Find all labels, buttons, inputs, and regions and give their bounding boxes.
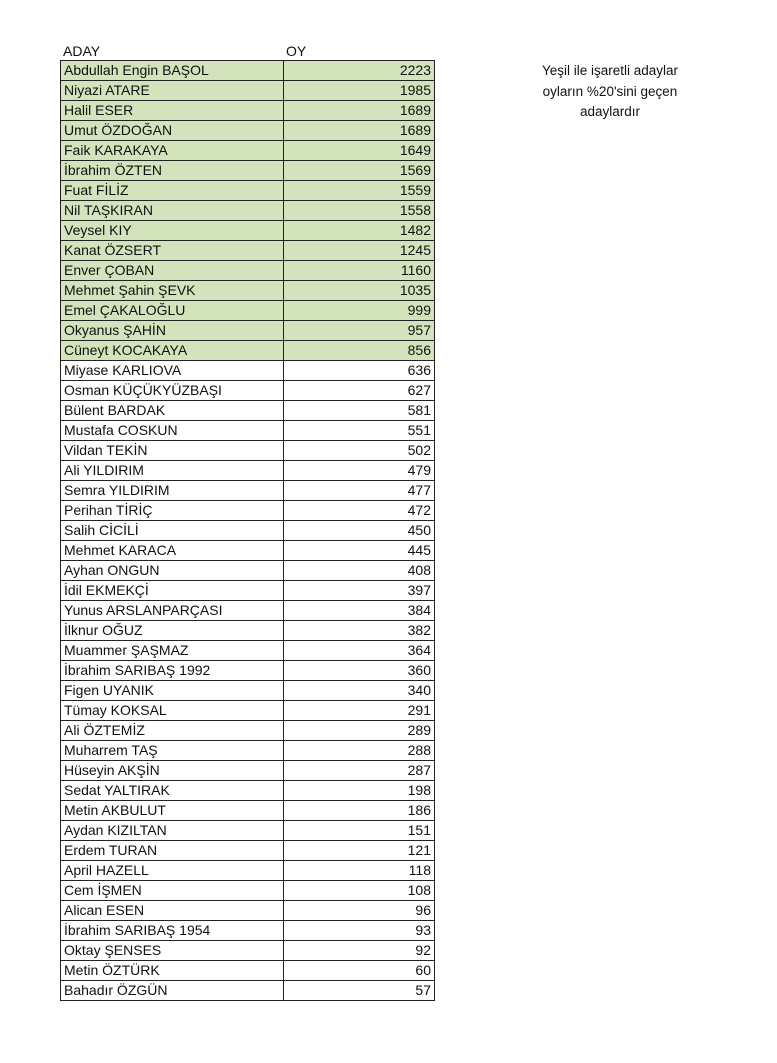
table-row xyxy=(61,301,435,321)
table-row xyxy=(61,281,435,301)
vote-count-cell: 445 xyxy=(284,541,435,561)
table-row xyxy=(61,121,435,141)
table-row xyxy=(61,561,435,581)
candidate-name-cell: Niyazi ATARE xyxy=(61,81,284,101)
table-row xyxy=(61,761,435,781)
vote-count-cell: 340 xyxy=(284,681,435,701)
candidate-name-cell: Mehmet KARACA xyxy=(61,541,284,561)
candidate-name-cell: İdil EKMEKÇİ xyxy=(61,581,284,601)
candidate-name-cell: Emel ÇAKALOĞLU xyxy=(61,301,284,321)
table-row xyxy=(61,741,435,761)
candidate-name-cell: Mehmet Şahin ŞEVK xyxy=(61,281,284,301)
candidate-name-cell: Hüseyin AKŞİN xyxy=(61,761,284,781)
vote-count-cell: 1558 xyxy=(284,201,435,221)
candidate-name-cell: Sedat YALTIRAK xyxy=(61,781,284,801)
table-row xyxy=(61,421,435,441)
column-header-candidate: ADAY xyxy=(63,43,101,59)
table-row xyxy=(61,481,435,501)
results-table xyxy=(60,60,435,1001)
candidate-name-cell: Yunus ARSLANPARÇASI xyxy=(61,601,284,621)
vote-count-cell: 479 xyxy=(284,461,435,481)
table-row xyxy=(61,781,435,801)
vote-count-cell: 502 xyxy=(284,441,435,461)
vote-count-cell: 121 xyxy=(284,841,435,861)
candidate-name-cell: Faik KARAKAYA xyxy=(61,141,284,161)
table-row xyxy=(61,141,435,161)
candidate-name-cell: Perihan TİRİÇ xyxy=(61,501,284,521)
table-row xyxy=(61,241,435,261)
vote-count-cell: 92 xyxy=(284,941,435,961)
candidate-name-cell: Bülent BARDAK xyxy=(61,401,284,421)
vote-count-cell: 384 xyxy=(284,601,435,621)
candidate-name-cell: İbrahim SARIBAŞ 1992 xyxy=(61,661,284,681)
vote-count-cell: 472 xyxy=(284,501,435,521)
table-row xyxy=(61,221,435,241)
table-row xyxy=(61,721,435,741)
table-row xyxy=(61,641,435,661)
vote-count-cell: 1160 xyxy=(284,261,435,281)
vote-count-cell: 151 xyxy=(284,821,435,841)
vote-count-cell: 1985 xyxy=(284,81,435,101)
candidate-name-cell: İbrahim ÖZTEN xyxy=(61,161,284,181)
table-row xyxy=(61,961,435,981)
vote-count-cell: 2223 xyxy=(284,61,435,81)
candidate-name-cell: Bahadır ÖZGÜN xyxy=(61,981,284,1001)
candidate-name-cell: Nil TAŞKIRAN xyxy=(61,201,284,221)
candidate-name-cell: Osman KÜÇÜKYÜZBAŞI xyxy=(61,381,284,401)
vote-count-cell: 551 xyxy=(284,421,435,441)
candidate-name-cell: Erdem TURAN xyxy=(61,841,284,861)
table-row xyxy=(61,981,435,1001)
table-row xyxy=(61,621,435,641)
table-row xyxy=(61,81,435,101)
vote-count-cell: 364 xyxy=(284,641,435,661)
results-sheet xyxy=(60,40,434,1001)
table-row xyxy=(61,101,435,121)
column-header-row xyxy=(60,40,434,60)
legend-note-line-1: Yeşil ile işaretli adaylar xyxy=(541,63,679,78)
table-row xyxy=(61,841,435,861)
table-row xyxy=(61,181,435,201)
vote-count-cell: 57 xyxy=(284,981,435,1001)
legend-note-line-3: adaylardır xyxy=(579,104,641,119)
vote-count-cell: 477 xyxy=(284,481,435,501)
table-row xyxy=(61,201,435,221)
candidate-name-cell: İlknur OĞUZ xyxy=(61,621,284,641)
candidate-name-cell: Cem İŞMEN xyxy=(61,881,284,901)
vote-count-cell: 96 xyxy=(284,901,435,921)
candidate-name-cell: Kanat ÖZSERT xyxy=(61,241,284,261)
candidate-name-cell: Metin AKBULUT xyxy=(61,801,284,821)
vote-count-cell: 291 xyxy=(284,701,435,721)
table-row xyxy=(61,861,435,881)
table-row xyxy=(61,361,435,381)
vote-count-cell: 1689 xyxy=(284,121,435,141)
table-row xyxy=(61,661,435,681)
candidate-name-cell: Mustafa COSKUN xyxy=(61,421,284,441)
vote-count-cell: 108 xyxy=(284,881,435,901)
vote-count-cell: 186 xyxy=(284,801,435,821)
vote-count-cell: 627 xyxy=(284,381,435,401)
vote-count-cell: 288 xyxy=(284,741,435,761)
table-row xyxy=(61,61,435,81)
vote-count-cell: 397 xyxy=(284,581,435,601)
candidate-name-cell: Cüneyt KOCAKAYA xyxy=(61,341,284,361)
candidate-name-cell: April HAZELL xyxy=(61,861,284,881)
table-row xyxy=(61,441,435,461)
table-row xyxy=(61,701,435,721)
candidate-name-cell: Alican ESEN xyxy=(61,901,284,921)
table-row xyxy=(61,521,435,541)
candidate-name-cell: Metin ÖZTÜRK xyxy=(61,961,284,981)
candidate-name-cell: Halil ESER xyxy=(61,101,284,121)
column-header-votes: OY xyxy=(286,43,307,59)
vote-count-cell: 1559 xyxy=(284,181,435,201)
candidate-name-cell: Ayhan ONGUN xyxy=(61,561,284,581)
candidate-name-cell: Tümay KOKSAL xyxy=(61,701,284,721)
vote-count-cell: 581 xyxy=(284,401,435,421)
candidate-name-cell: Aydan KIZILTAN xyxy=(61,821,284,841)
vote-count-cell: 856 xyxy=(284,341,435,361)
candidate-name-cell: Fuat FİLİZ xyxy=(61,181,284,201)
vote-count-cell: 999 xyxy=(284,301,435,321)
table-row xyxy=(61,541,435,561)
table-row xyxy=(61,341,435,361)
vote-count-cell: 287 xyxy=(284,761,435,781)
vote-count-cell: 118 xyxy=(284,861,435,881)
vote-count-cell: 1035 xyxy=(284,281,435,301)
candidate-name-cell: Okyanus ŞAHİN xyxy=(61,321,284,341)
vote-count-cell: 1569 xyxy=(284,161,435,181)
table-row xyxy=(61,821,435,841)
candidate-name-cell: Ali ÖZTEMİZ xyxy=(61,721,284,741)
table-row xyxy=(61,941,435,961)
vote-count-cell: 1649 xyxy=(284,141,435,161)
candidate-name-cell: İbrahim SARIBAŞ 1954 xyxy=(61,921,284,941)
legend-note xyxy=(515,61,705,123)
vote-count-cell: 636 xyxy=(284,361,435,381)
vote-count-cell: 957 xyxy=(284,321,435,341)
candidate-name-cell: Oktay ŞENSES xyxy=(61,941,284,961)
vote-count-cell: 382 xyxy=(284,621,435,641)
table-row xyxy=(61,601,435,621)
candidate-name-cell: Abdullah Engin BAŞOL xyxy=(61,61,284,81)
candidate-name-cell: Miyase KARLIOVA xyxy=(61,361,284,381)
candidate-name-cell: Muharrem TAŞ xyxy=(61,741,284,761)
table-row xyxy=(61,921,435,941)
vote-count-cell: 289 xyxy=(284,721,435,741)
table-row xyxy=(61,381,435,401)
candidate-name-cell: Salih CİCİLİ xyxy=(61,521,284,541)
vote-count-cell: 1482 xyxy=(284,221,435,241)
table-row xyxy=(61,801,435,821)
table-row xyxy=(61,581,435,601)
table-row xyxy=(61,261,435,281)
table-row xyxy=(61,461,435,481)
candidate-name-cell: Vildan TEKİN xyxy=(61,441,284,461)
vote-count-cell: 408 xyxy=(284,561,435,581)
legend-note-line-2: oyların %20'sini geçen xyxy=(542,83,678,99)
table-row xyxy=(61,901,435,921)
vote-count-cell: 60 xyxy=(284,961,435,981)
candidate-name-cell: Semra YILDIRIM xyxy=(61,481,284,501)
table-row xyxy=(61,501,435,521)
table-row xyxy=(61,881,435,901)
candidate-name-cell: Figen UYANIK xyxy=(61,681,284,701)
candidate-name-cell: Enver ÇOBAN xyxy=(61,261,284,281)
table-row xyxy=(61,321,435,341)
vote-count-cell: 450 xyxy=(284,521,435,541)
vote-count-cell: 360 xyxy=(284,661,435,681)
candidate-name-cell: Ali YILDIRIM xyxy=(61,461,284,481)
results-table-body xyxy=(61,61,435,1001)
candidate-name-cell: Muammer ŞAŞMAZ xyxy=(61,641,284,661)
vote-count-cell: 1245 xyxy=(284,241,435,261)
candidate-name-cell: Veysel KIY xyxy=(61,221,284,241)
vote-count-cell: 93 xyxy=(284,921,435,941)
table-row xyxy=(61,161,435,181)
vote-count-cell: 198 xyxy=(284,781,435,801)
table-row xyxy=(61,681,435,701)
table-row xyxy=(61,401,435,421)
candidate-name-cell: Umut ÖZDOĞAN xyxy=(61,121,284,141)
vote-count-cell: 1689 xyxy=(284,101,435,121)
